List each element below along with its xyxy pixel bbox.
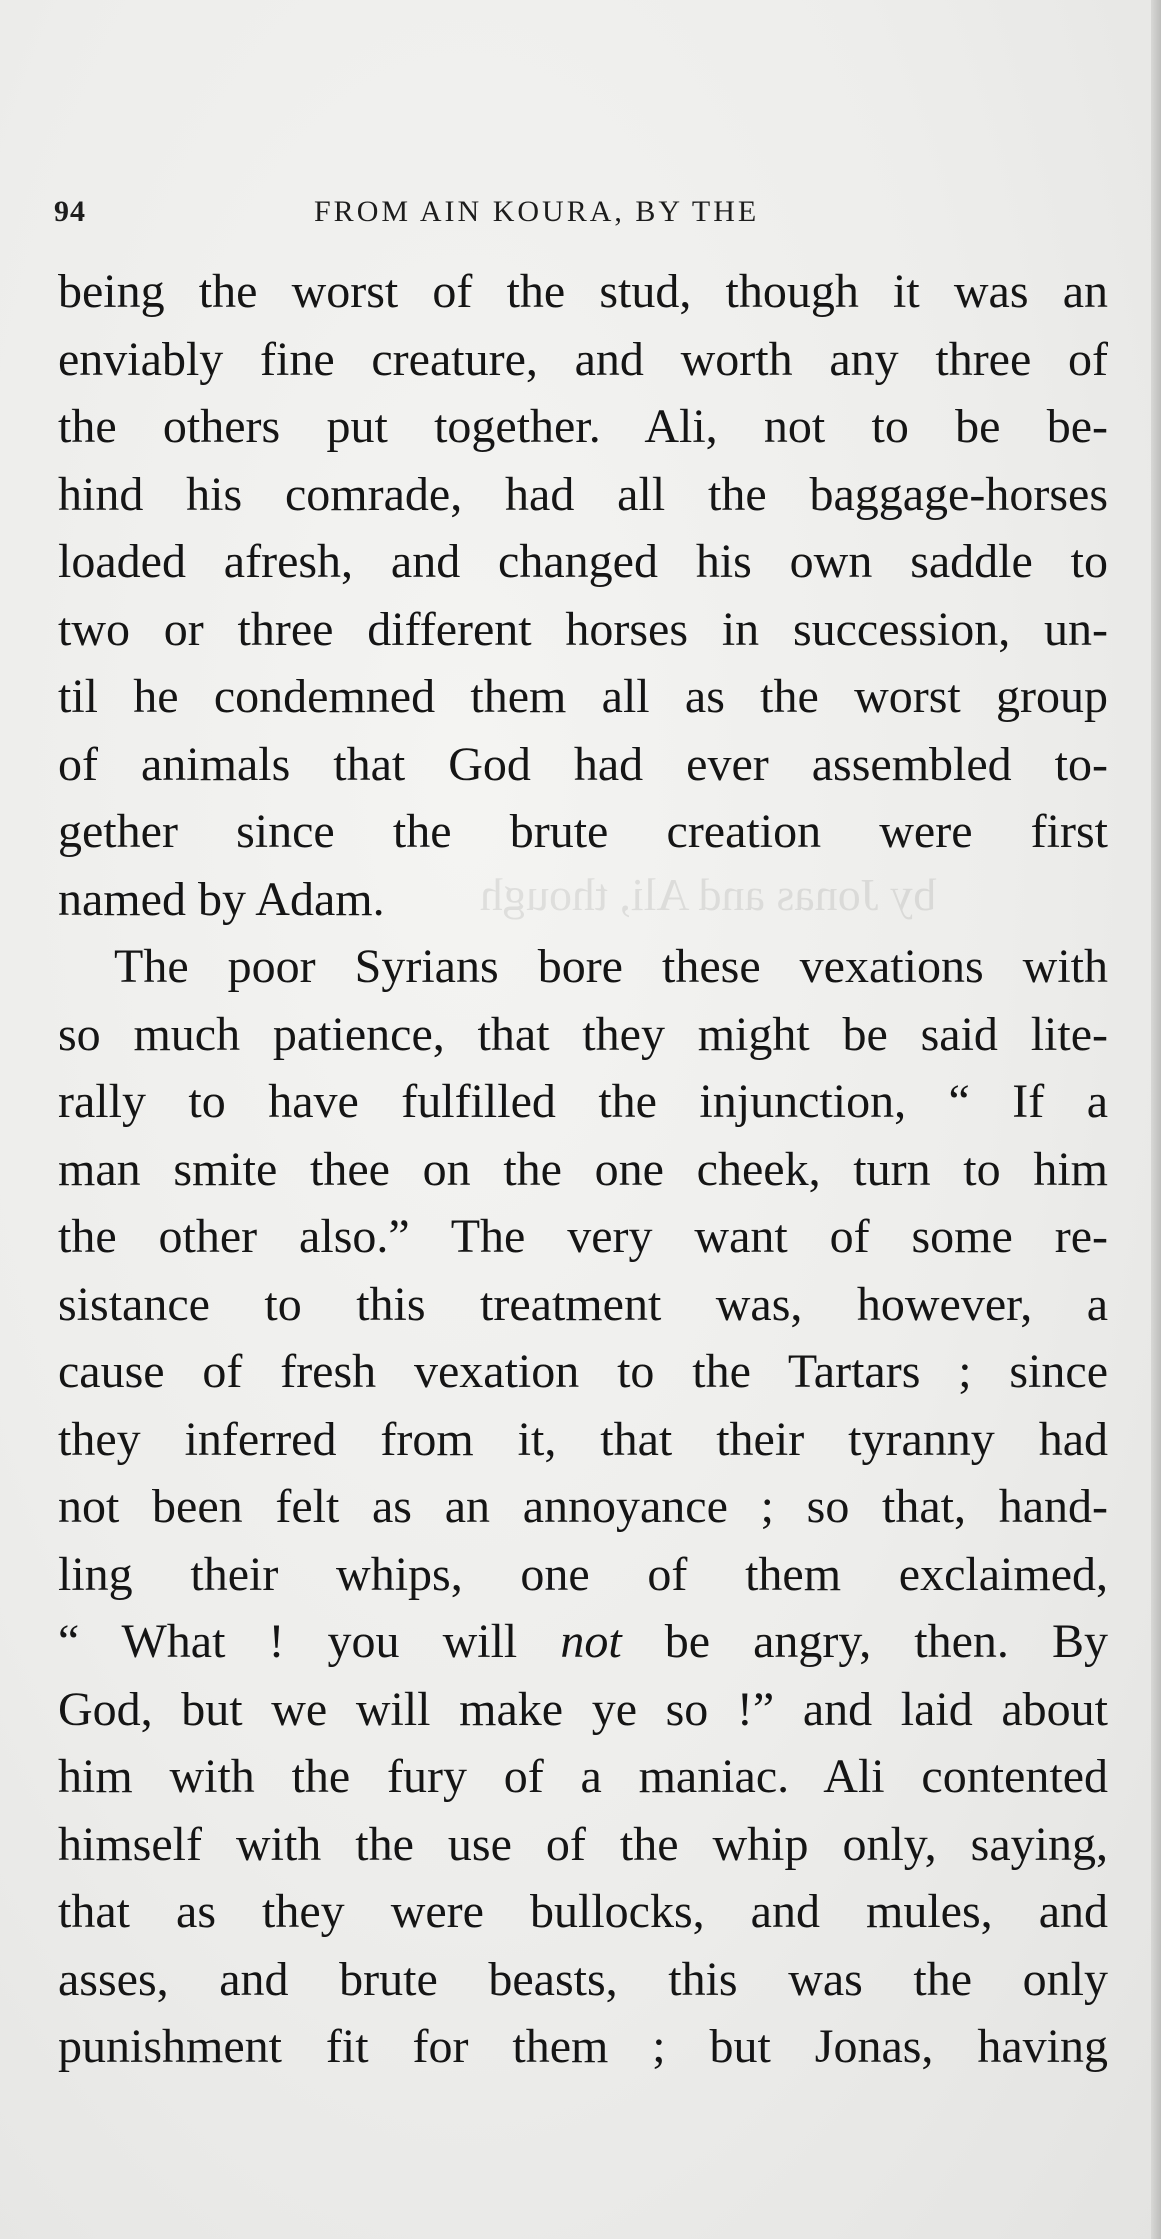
text-line-with-italic [58,1608,1108,1676]
italic-word: not [560,1615,622,1668]
text-line: of animals that God had ever assembled to- [58,737,1108,791]
text-line: asses, and brute beasts, this was the only [58,1952,1108,2006]
bleed-through-text: by Jonas and Ali, though [480,869,937,920]
text-line: the other also.” The very want of some re- [58,1210,1108,1263]
text-line: God, but we will make ye so !” and laid about [58,1682,1108,1736]
text-line: being the worst of the stud, though it was an [58,265,1108,318]
text-line: sistance to this treatment was, however, a [58,1277,1108,1331]
paragraph-end-line: named by Adam. [58,872,385,926]
running-head-title: FROM AIN KOURA, BY THE [314,195,760,228]
text-line: two or three different horses in succession, un- [58,602,1108,656]
text-line: loaded afresh, and changed his own saddle to [58,535,1108,588]
text-line: himself with the use of the whip only, saying, [58,1817,1108,1871]
text-line: punishment fit for them ; but Jonas, having [58,2020,1108,2073]
text-segment: be angry, then. By [621,1615,1108,1668]
text-line: not been felt as an annoyance ; so that, hand- [58,1480,1108,1533]
text-line: enviably fine creature, and worth any three of [58,332,1108,386]
text-line: hind his comrade, had all the baggage-horses [58,467,1108,521]
paragraph-start-line: The poor Syrians bore these vexations with [114,940,1108,993]
text-line: cause of fresh vexation to the Tartars ; since [58,1345,1108,1398]
text-segment: “ What ! you will [58,1615,561,1668]
text-line: so much patience, that they might be said lite- [58,1007,1108,1061]
text-line: ling their whips, one of them exclaimed, [58,1547,1108,1601]
running-head [54,195,1114,235]
text-line: gether since the brute creation were first [58,805,1108,858]
body-text [58,258,1108,2081]
text-line: rally to have fulfilled the injunction, “ If a [58,1075,1108,1128]
page-number: 94 [54,195,86,228]
text-line: they inferred from it, that their tyranny had [58,1412,1108,1466]
text-line: til he condemned them all as the worst group [58,670,1108,723]
page-edge-shadow [1151,0,1161,2239]
text-line: that as they were bullocks, and mules, and [58,1885,1108,1938]
text-line: him with the fury of a maniac. Ali contented [58,1750,1108,1803]
text-line: the others put together. Ali, not to be be- [58,400,1108,453]
text-line: man smite thee on the one cheek, turn to him [58,1142,1108,1196]
